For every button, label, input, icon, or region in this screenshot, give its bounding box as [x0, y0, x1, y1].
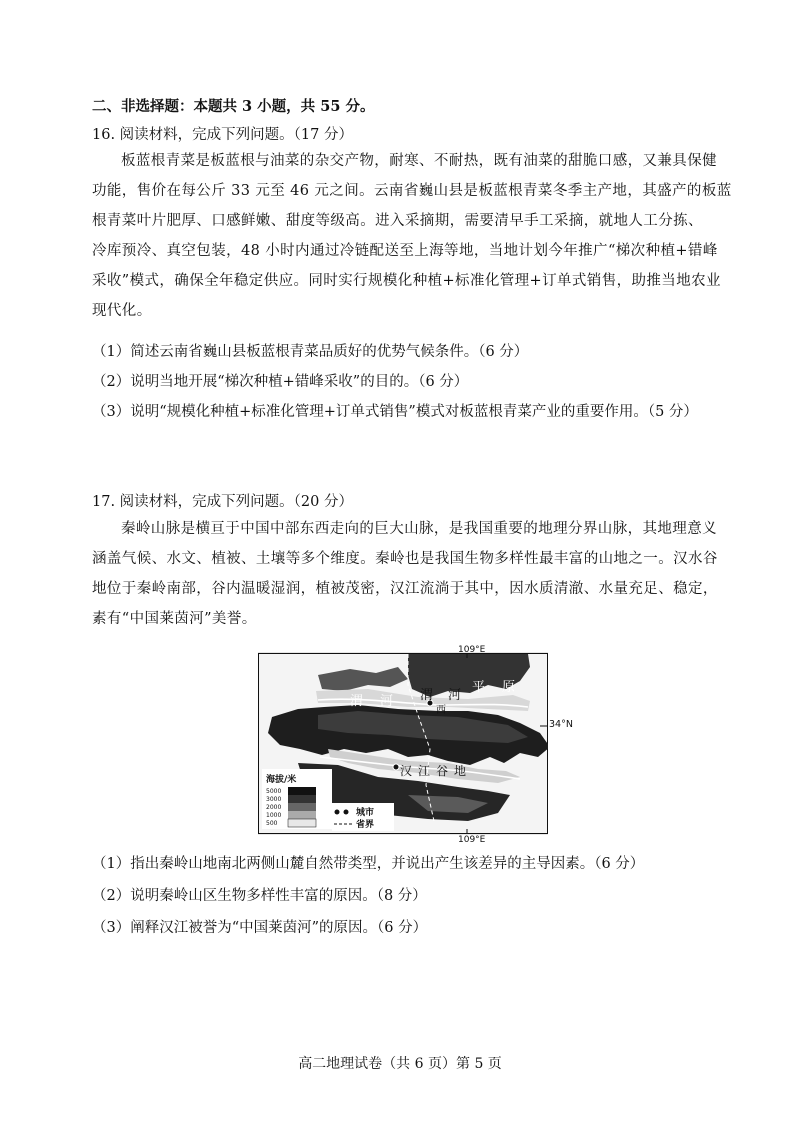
question-17-material: [92, 514, 718, 634]
legend-level: 1000: [266, 812, 282, 819]
legend-boundary: 省界: [356, 820, 375, 830]
material-line: 地位于秦岭南部，谷内温暖湿润，植被茂密，汉江流淌于其中，因水质清澈、水量充足、稳定，: [92, 581, 718, 597]
city-hanzhong: [393, 764, 399, 770]
label-han: 汉: [400, 764, 413, 778]
city-symbol-2: [344, 810, 349, 815]
lon-top: 109°E: [458, 645, 486, 655]
question-16-1: （1）简述云南省巍山县板蓝根青菜品质好的优势气候条件。（6 分）: [92, 344, 529, 360]
legend-swatch: [288, 803, 316, 811]
label-ping: 平: [472, 680, 486, 695]
material-line: 现代化。: [92, 303, 152, 319]
question-17-title: 17. 阅读材料，完成下列问题。（20 分）: [92, 494, 353, 510]
label-gu: 谷: [436, 764, 449, 778]
label-di: 地: [454, 764, 467, 778]
material-line: 板蓝根青菜是板蓝根与油菜的杂交产物，耐寒、不耐热，既有油菜的甜脆口感，又兼具保健: [121, 153, 717, 169]
label-yuan: 原: [502, 680, 516, 695]
label-he: 河: [380, 694, 394, 709]
material-line: 根青菜叶片肥厚、口感鲜嫩、甜度等级高。进入采摘期，需要清早手工采摘，就地人工分拣、: [92, 213, 703, 229]
section-heading: 二、非选择题：本题共 3 小题，共 55 分。: [92, 98, 375, 115]
legend-city: 城市: [356, 808, 375, 818]
legend-level: 500: [266, 820, 278, 827]
material-line: 冷库预冷、真空包装，48 小时内通过冷链配送至上海等地，当地计划今年推广“梯次种植+错峰: [92, 243, 718, 259]
symbol-legend: [332, 803, 394, 831]
legend-level: 3000: [266, 796, 282, 803]
question-17-1: （1）指出秦岭山地南北两侧山麓自然带类型，并说出产生该差异的主导因素。（6 分）: [92, 856, 645, 872]
legend-level: 2000: [266, 804, 282, 811]
material-line: 涵盖气候、水文、植被、土壤等多个维度。秦岭也是我国生物多样性最丰富的山地之一。汉水谷: [92, 551, 718, 567]
label-wei-2: 渭: [420, 688, 434, 703]
page-footer: 高二地理试卷（共 6 页）第 5 页: [298, 1056, 502, 1072]
label-he-2: 河: [448, 688, 462, 703]
question-17-2: （2）说明秦岭山区生物多样性丰富的原因。（8 分）: [92, 888, 427, 904]
lon-bottom: 109°E: [458, 835, 486, 843]
question-16-2: （2）说明当地开展“梯次种植+错峰采收”的目的。（6 分）: [92, 374, 469, 390]
question-17-3: （3）阐释汉江被誉为“中国莱茵河”的原因。（6 分）: [92, 920, 428, 936]
legend-swatch: [288, 811, 316, 819]
qinling-map: [258, 645, 548, 843]
legend-swatch: [288, 787, 316, 795]
elevation-legend: [262, 769, 332, 829]
legend-swatch: [288, 795, 316, 803]
question-16-3: （3）说明“规模化种植+标准化管理+订单式销售”模式对板蓝根青菜产业的重要作用。（5 分）: [92, 404, 698, 420]
material-line: 秦岭山脉是横亘于中国中部东西走向的巨大山脉，是我国重要的地理分界山脉，其地理意义: [121, 521, 717, 537]
material-line: 功能，售价在每公斤 33 元至 46 元之间。云南省巍山县是板蓝根青菜冬季主产地，其盛产的板蓝: [92, 183, 732, 199]
question-16-title: 16. 阅读材料，完成下列问题。（17 分）: [92, 127, 353, 143]
lat-label: 34°N: [549, 719, 573, 730]
label-xi: 西: [436, 705, 446, 716]
question-16-material: [92, 146, 732, 326]
legend-title: 海拔/米: [266, 775, 297, 785]
legend-swatch: [288, 819, 316, 827]
material-line: 采收”模式，确保全年稳定供应。同时实行规模化种植+标准化管理+订单式销售，助推当地农业: [92, 273, 721, 289]
legend-level: 5000: [266, 788, 282, 795]
label-wei: 渭: [350, 694, 364, 709]
material-line: 素有“中国莱茵河”美誉。: [92, 611, 257, 627]
city-symbol-1: [335, 810, 340, 815]
label-jiang: 江: [418, 764, 431, 778]
